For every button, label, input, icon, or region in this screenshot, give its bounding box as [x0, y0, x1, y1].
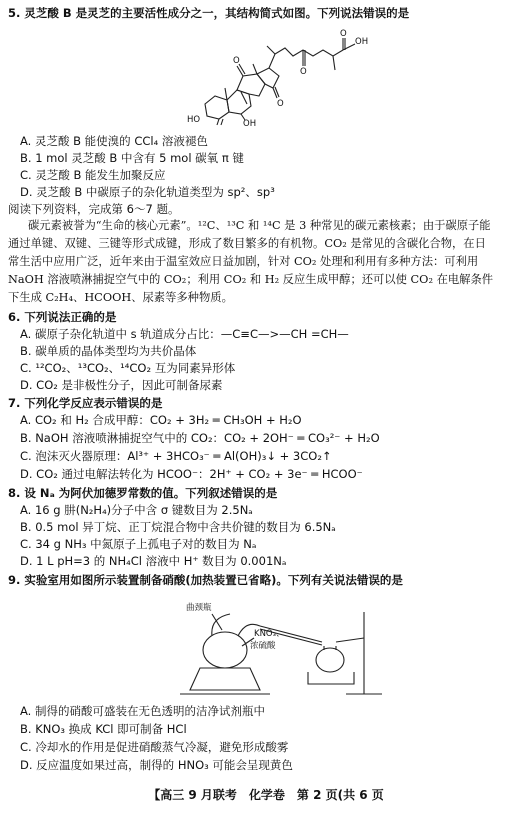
- q6-stem: 6. 下列说法正确的是: [8, 310, 117, 324]
- reading-line: 碳元素被誉为“生命的核心元素”。¹²C、¹³C 和 ¹⁴C 是 3 种常见的碳元素核素；由于碳原子能: [28, 219, 491, 232]
- ho-left-label: HO: [187, 115, 201, 125]
- ganoderic-acid-structure: [185, 26, 370, 126]
- q8-option-d: D. 1 L pH=3 的 NH₄Cl 溶液中 H⁺ 数目为 0.001Nₐ: [20, 554, 287, 568]
- q6-option-a: A. 碳原子杂化轨道中 s 轨道成分占比：—C≡C—>—CH =CH—: [20, 327, 349, 341]
- q5-stem: 5. 灵芝酸 B 是灵芝的主要活性成分之一，其结构简式如图。下列说法错误的是: [8, 6, 410, 20]
- q8-option-b: B. 0.5 mol 异丁烷、正丁烷混合物中含共价键的数目为 6.5Nₐ: [20, 520, 336, 534]
- reading-line: 通过单键、双键、三键等形式成键，形成了数目繁多的有机物。CO₂ 是常见的含碳化合物，在日: [8, 237, 486, 250]
- q5-option-a: A. 灵芝酸 B 能使溴的 CCl₄ 溶液褪色: [20, 134, 208, 148]
- top-ketone-o-label: O: [233, 56, 240, 66]
- acid-oh-label: OH: [355, 37, 369, 47]
- reading-intro: 阅读下列资料，完成第 6～7 题。: [8, 202, 180, 216]
- q5-option-d: D. 灵芝酸 B 中碳原子的杂化轨道类型为 sp²、sp³: [20, 185, 275, 199]
- q6-option-b: B. 碳单质的晶体类型均为共价晶体: [20, 344, 197, 358]
- kno3-label: KNO₃、: [254, 629, 285, 639]
- page-footer: 【高三 9 月联考 化学卷 第 2 页(共 6 页: [148, 788, 384, 802]
- q5-option-b: B. 1 mol 灵芝酸 B 中含有 5 mol 碳氧 π 键: [20, 151, 244, 165]
- side-ketone-o-label: O: [300, 67, 307, 77]
- sulfuric-acid-label: 浓硫酸: [250, 641, 276, 651]
- reading-line: NaOH 溶液喷淋捕捉空气中的 CO₂；利用 CO₂ 和 H₂ 反应生成甲醇；还可以使 CO₂ 在电解条件: [8, 273, 494, 286]
- q8-option-a: A. 16 g 肼(N₂H₄)分子中含 σ 键数目为 2.5Nₐ: [20, 503, 253, 517]
- q7-stem: 7. 下列化学反应表示错误的是: [8, 396, 163, 410]
- q7-option-d: D. CO₂ 通过电解法转化为 HCOO⁻：2H⁺ + CO₂ + 3e⁻ ═ HCOO⁻: [20, 467, 363, 481]
- q7-option-a: A. CO₂ 和 H₂ 合成甲醇：CO₂ + 3H₂ ═ CH₃OH + H₂O: [20, 413, 302, 427]
- reading-line: 常生活中应用广泛，近年来由于温室效应日益加剧，针对 CO₂ 处理和利用有多种方法：可利用: [8, 255, 479, 268]
- acid-o-label: O: [340, 29, 347, 39]
- q9-option-a: A. 制得的硝酸可盛装在无色透明的洁净试剂瓶中: [20, 704, 265, 718]
- reading-line: 下生成 C₂H₄、HCOOH、尿素等多种物质。: [8, 291, 233, 304]
- q5-option-c: C. 灵芝酸 B 能发生加聚反应: [20, 168, 166, 182]
- q9-stem: 9. 实验室用如图所示装置制备硝酸(加热装置已省略)。下列有关说法错误的是: [8, 573, 403, 587]
- nitric-acid-apparatus: [150, 590, 390, 700]
- q6-option-c: C. ¹²CO₂、¹³CO₂、¹⁴CO₂ 互为同素异形体: [20, 361, 236, 375]
- q6-option-d: D. CO₂ 是非极性分子，因此可制备尿素: [20, 378, 223, 392]
- q9-option-b: B. KNO₃ 换成 KCl 即可制备 HCl: [20, 722, 187, 736]
- q9-option-c: C. 冷却水的作用是促进硝酸蒸气冷凝，避免形成酸雾: [20, 740, 289, 754]
- q8-stem: 8. 设 Nₐ 为阿伏加德罗常数的值。下列叙述错误的是: [8, 486, 278, 500]
- q8-option-c: C. 34 g NH₃ 中氮原子上孤电子对的数目为 Nₐ: [20, 537, 257, 551]
- ring-d-ketone-o-label: O: [277, 99, 284, 109]
- q9-option-d: D. 反应温度如果过高，制得的 HNO₃ 可能会呈现黄色: [20, 758, 293, 772]
- oh-bottom-label: OH: [243, 119, 257, 126]
- q7-option-b: B. NaOH 溶液喷淋捕捉空气中的 CO₂：CO₂ + 2OH⁻ ═ CO₃²⁻ + H₂O: [20, 431, 380, 445]
- q7-option-c: C. 泡沫灭火器原理：Al³⁺ + 3HCO₃⁻ ═ Al(OH)₃↓ + 3CO₂↑: [20, 449, 332, 463]
- retort-label: 曲颈瓶: [186, 603, 212, 613]
